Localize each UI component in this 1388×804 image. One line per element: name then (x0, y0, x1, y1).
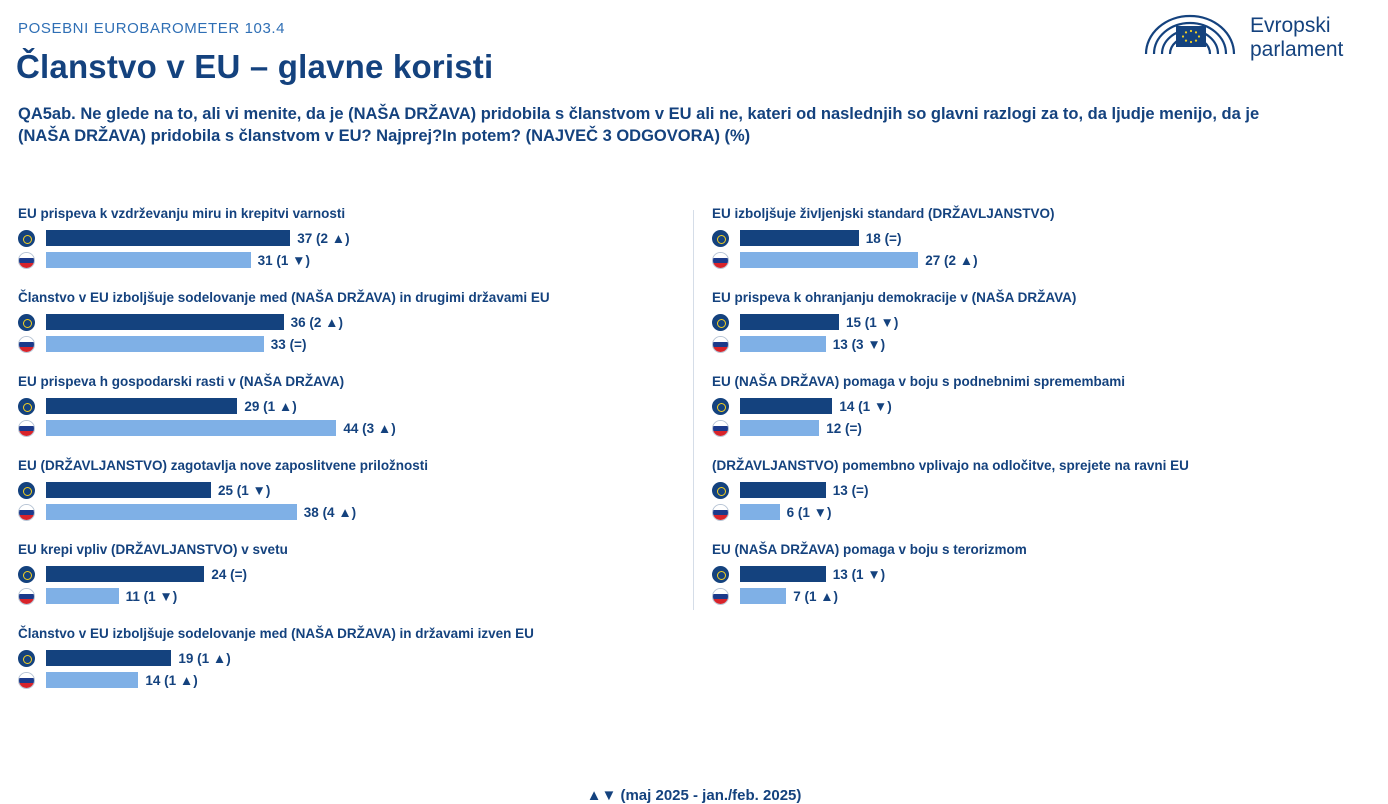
bar-value-label: 18 (=) (865, 230, 902, 246)
bar-row (18, 312, 678, 333)
chart-item (712, 457, 1372, 523)
parliament-hemicycle-icon (1138, 10, 1242, 64)
bar-eu (46, 482, 211, 498)
bar-slovenia (740, 588, 786, 604)
eu-flag-icon (18, 566, 35, 583)
eu-flag-icon (712, 566, 729, 583)
bar-value-label: 12 (=) (826, 420, 862, 436)
bar-row (712, 418, 1372, 439)
chart-item (18, 205, 678, 271)
bar-value-label: 14 (1 ▼) (839, 398, 892, 414)
bar-value-label: 7 (1 ▲) (793, 588, 839, 604)
bar-row (18, 502, 678, 523)
slovenia-flag-icon (18, 420, 35, 437)
bar-value-label: 19 (1 ▲) (178, 650, 231, 666)
bar-value-label: 31 (1 ▼) (257, 252, 310, 268)
chart-column-left (18, 205, 678, 709)
bar-eu (46, 566, 204, 582)
bar-eu (46, 398, 237, 414)
bar-row (712, 396, 1372, 417)
slovenia-flag-icon (18, 252, 35, 269)
chart-item (18, 289, 678, 355)
eu-flag-icon (712, 230, 729, 247)
bar-eu (46, 230, 290, 246)
column-divider (693, 210, 694, 610)
question-text: QA5ab. Ne glede na to, ali vi menite, da je (NAŠA DRŽAVA) pridobila s članstvom v EU ali ne, kateri od naslednjih so glavni razlogi za to, da ljudje menijo, da je (NAŠA DRŽAVA) pridobila s članstvom v EU? Najprej?In potem? (NAJVEČ 3 ODGOVORA) (%) (18, 105, 1260, 146)
bar-value-label: 25 (1 ▼) (218, 482, 271, 498)
bar-eu (740, 482, 826, 498)
bar-row (712, 564, 1372, 585)
bar-row (712, 228, 1372, 249)
chart-item-label: EU (NAŠA DRŽAVA) pomaga v boju s terorizmom (712, 541, 1027, 557)
bar-value-label: 13 (3 ▼) (832, 336, 886, 352)
bar-row (18, 334, 678, 355)
bar-slovenia (46, 672, 138, 688)
bar-value-label: 37 (2 ▲) (297, 230, 350, 246)
logo-line-2: parlament (1250, 38, 1344, 62)
slovenia-flag-icon (712, 588, 729, 605)
chart-item (712, 541, 1372, 607)
bar-value-label: 33 (=) (270, 336, 307, 352)
bar-slovenia (46, 420, 336, 436)
bar-value-label: 11 (1 ▼) (125, 588, 178, 604)
bar-row (712, 312, 1372, 333)
bar-value-label: 15 (1 ▼) (846, 314, 899, 330)
chart-item (18, 541, 678, 607)
bar-slovenia (740, 336, 826, 352)
bar-slovenia (46, 588, 119, 604)
eyebrow-label: POSEBNI EUROBAROMETER 103.4 (18, 20, 286, 37)
bar-row (18, 418, 678, 439)
page-title: Članstvo v EU – glavne koristi (16, 48, 494, 85)
slovenia-flag-icon (18, 672, 35, 689)
bar-value-label: 13 (1 ▼) (832, 566, 886, 582)
eu-flag-icon (712, 482, 729, 499)
logo-line-1: Evropski (1250, 14, 1331, 37)
bar-row (712, 480, 1372, 501)
bar-row (18, 228, 678, 249)
bar-row (712, 586, 1372, 607)
chart-item-label: EU (NAŠA DRŽAVA) pomaga v boju s podnebnimi spremembami (712, 373, 1126, 389)
chart-item-label: (DRŽAVLJANSTVO) pomembno vplivajo na odločitve, sprejete na ravni EU (712, 457, 1189, 473)
chart-item-label: EU krepi vpliv (DRŽAVLJANSTVO) v svetu (18, 541, 288, 557)
eu-flag-icon (18, 482, 35, 499)
chart-item (18, 625, 678, 691)
chart-item-label: EU prispeva k vzdrževanju miru in krepitvi varnosti (18, 206, 346, 221)
european-parliament-logo (1138, 8, 1378, 70)
bar-value-label: 27 (2 ▲) (925, 252, 978, 268)
bar-eu (740, 398, 832, 414)
eu-flag-icon (712, 398, 729, 415)
chart-column-right (712, 205, 1372, 625)
bar-eu (46, 314, 284, 330)
slovenia-flag-icon (18, 504, 35, 521)
chart-item (18, 373, 678, 439)
bar-slovenia (740, 252, 918, 268)
chart-item-label: Članstvo v EU izboljšuje sodelovanje med (NAŠA DRŽAVA) in državami izven EU (18, 625, 534, 641)
bar-row (18, 670, 678, 691)
bar-slovenia (46, 504, 297, 520)
bar-value-label: 13 (=) (832, 482, 869, 498)
bar-row (18, 480, 678, 501)
chart-item (712, 373, 1372, 439)
eu-flag-icon (18, 230, 35, 247)
chart-item-label: EU (DRŽAVLJANSTVO) zagotavlja nove zaposlitvene priložnosti (18, 457, 429, 473)
bar-eu (740, 314, 839, 330)
bar-eu (46, 650, 171, 666)
eu-flag-icon (18, 398, 35, 415)
bar-row (712, 250, 1372, 271)
bar-row (18, 396, 678, 417)
slovenia-flag-icon (712, 504, 729, 521)
chart-item-label: EU prispeva h gospodarski rasti v (NAŠA DRŽAVA) (18, 373, 345, 389)
bar-row (18, 250, 678, 271)
bar-row (18, 564, 678, 585)
chart-item-label: Članstvo v EU izboljšuje sodelovanje med (NAŠA DRŽAVA) in drugimi državami EU (18, 289, 550, 305)
bar-value-label: 14 (1 ▲) (145, 672, 198, 688)
chart-item (18, 457, 678, 523)
chart-item-label: EU prispeva k ohranjanju demokracije v (NAŠA DRŽAVA) (712, 289, 1077, 305)
chart-item (712, 289, 1372, 355)
bar-value-label: 29 (1 ▲) (244, 398, 297, 414)
logo-wordmark (1250, 14, 1343, 62)
chart-item (712, 205, 1372, 271)
bar-slovenia (46, 252, 251, 268)
slovenia-flag-icon (18, 588, 35, 605)
chart-item-label: EU izboljšuje življenjski standard (DRŽAVLJANSTVO) (712, 206, 1055, 221)
bar-row (712, 334, 1372, 355)
slovenia-flag-icon (712, 336, 729, 353)
bar-slovenia (740, 504, 780, 520)
bar-eu (740, 566, 826, 582)
slovenia-flag-icon (712, 252, 729, 269)
slovenia-flag-icon (712, 420, 729, 437)
bar-value-label: 36 (2 ▲) (290, 314, 343, 330)
bar-row (18, 648, 678, 669)
bar-value-label: 38 (4 ▲) (303, 504, 357, 520)
bar-eu (740, 230, 859, 246)
footnote: ▲▼ (maj 2025 - jan./feb. 2025) (586, 787, 802, 804)
eu-flag-icon (712, 314, 729, 331)
slovenia-flag-icon (18, 336, 35, 353)
eu-flag-icon (18, 650, 35, 667)
bar-slovenia (46, 336, 264, 352)
bar-row (18, 586, 678, 607)
bar-row (712, 502, 1372, 523)
bar-slovenia (740, 420, 819, 436)
bar-value-label: 24 (=) (211, 566, 248, 582)
bar-value-label: 6 (1 ▼) (786, 504, 832, 520)
bar-value-label: 44 (3 ▲) (343, 420, 396, 436)
eu-flag-icon (18, 314, 35, 331)
